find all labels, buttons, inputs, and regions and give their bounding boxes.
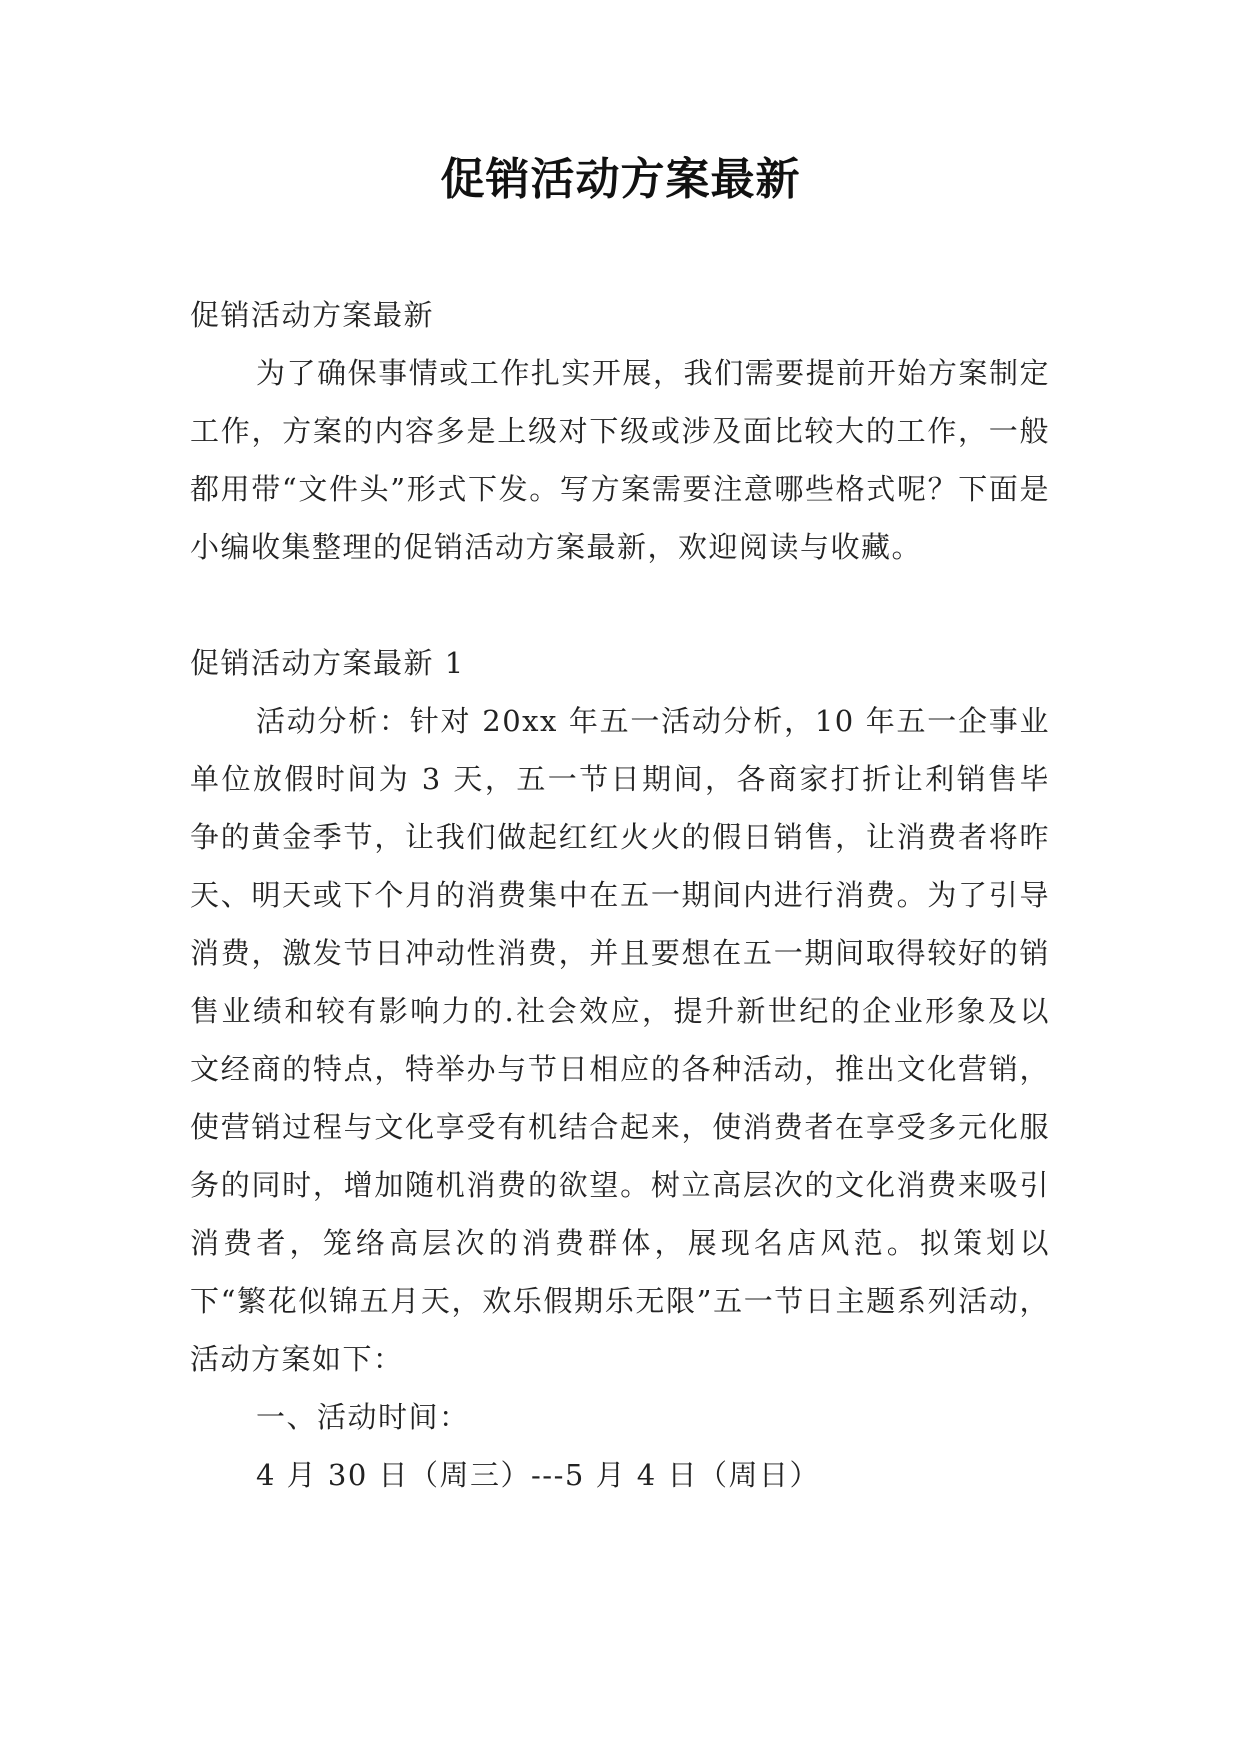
intro-paragraph: 为了确保事情或工作扎实开展，我们需要提前开始方案制定工作，方案的内容多是上级对下级或涉及面比较大的工作，一般都用带“文件头”形式下发。写方案需要注意哪些格式呢？下面是小编收集整理的促销活动方案最新，欢迎阅读与收藏。 (190, 356, 1050, 564)
document-body (190, 286, 1050, 1504)
activity-time-value: 4 月 30 日（周三）---5 月 4 日（周日） (256, 1458, 820, 1492)
activity-time-label: 一、活动时间： (256, 1400, 470, 1434)
document-title: 促销活动方案最新 (440, 154, 801, 205)
section-heading: 促销活动方案最新 1 (190, 646, 465, 680)
paragraph-spacer (190, 576, 1050, 634)
analysis-paragraph: 活动分析：针对 20xx 年五一活动分析，10 年五一企事业单位放假时间为 3 天，五一节日期间，各商家打折让利销售毕争的黄金季节，让我们做起红红火火的假日销售，让消费者将昨天、明天或下个月的消费集中在五一期间内进行消费。为了引导消费，激发节日冲动性消费，并且要想在五一期间取得较好的销售业绩和较有影响力的.社会效应，提升新世纪的企业形象及以文经商的特点，特举办与节日相应的各种活动，推出文化营销，使营销过程与文化享受有机结合起来，使消费者在享受多元化服务的同时，增加随机消费的欲望。树立高层次的文化消费来吸引消费者，笼络高层次的消费群体，展现名店风范。拟策划以下“繁花似锦五月天，欢乐假期乐无限”五一节日主题系列活动，活动方案如下： (190, 704, 1050, 1376)
document-subtitle: 促销活动方案最新 (190, 298, 435, 332)
